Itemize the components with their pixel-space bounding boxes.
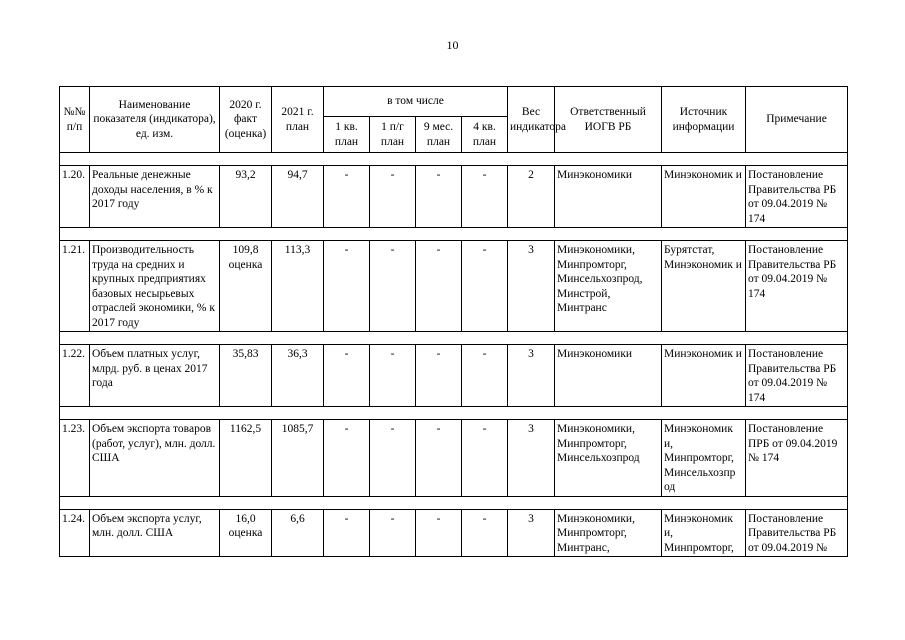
cell-q1: - xyxy=(324,420,370,497)
cell-fact-2020: 16,0 оценка xyxy=(220,509,272,557)
cell-plan-2021: 113,3 xyxy=(272,241,324,332)
cell-plan-2021: 36,3 xyxy=(272,345,324,407)
cell-weight: 3 xyxy=(508,420,555,497)
cell-q4: - xyxy=(462,345,508,407)
cell-h1: - xyxy=(370,166,416,228)
header-q4: 4 кв. план xyxy=(462,117,508,153)
cell-weight: 3 xyxy=(508,509,555,557)
header-num: №№ п/п xyxy=(60,87,90,153)
cell-note: Постановление ПРБ от 09.04.2019 № 174 xyxy=(746,420,848,497)
cell-num: 1.22. xyxy=(60,345,90,407)
header-fact-2020: 2020 г. факт (оценка) xyxy=(220,87,272,153)
cell-num: 1.20. xyxy=(60,166,90,228)
cell-note: Постановление Правительства РБ от 09.04.2019 № xyxy=(746,509,848,557)
page-number: 10 xyxy=(446,38,459,52)
cell-name: Объем экспорта товаров (работ, услуг), млн. долл. США xyxy=(90,420,220,497)
cell-name: Объем платных услуг, млрд. руб. в ценах 2017 года xyxy=(90,345,220,407)
header-h1: 1 п/г план xyxy=(370,117,416,153)
cell-plan-2021: 94,7 xyxy=(272,166,324,228)
cell-fact-2020: 1162,5 xyxy=(220,420,272,497)
cell-fact-2020: 93,2 xyxy=(220,166,272,228)
cell-name: Производительность труда на средних и крупных предприятиях базовых несырьевых отраслей экономики, % к 2017 году xyxy=(90,241,220,332)
cell-weight: 2 xyxy=(508,166,555,228)
cell-weight: 3 xyxy=(508,345,555,407)
cell-plan-2021: 6,6 xyxy=(272,509,324,557)
cell-q1: - xyxy=(324,345,370,407)
cell-9m: - xyxy=(416,241,462,332)
table-row xyxy=(60,420,848,497)
cell-h1: - xyxy=(370,420,416,497)
cell-h1: - xyxy=(370,345,416,407)
cell-q4: - xyxy=(462,241,508,332)
cell-source: Бурятстат, Минэкономик и xyxy=(662,241,746,332)
cell-source: Минэкономик и, Минпромторг, Минсельхозпр од xyxy=(662,420,746,497)
cell-9m: - xyxy=(416,345,462,407)
table-row xyxy=(60,241,848,332)
cell-name: Объем экспорта услуг, млн. долл. США xyxy=(90,509,220,557)
table-row xyxy=(60,166,848,228)
cell-num: 1.23. xyxy=(60,420,90,497)
cell-q1: - xyxy=(324,166,370,228)
header-name: Наименование показателя (индикатора), ед. изм. xyxy=(90,87,220,153)
cell-h1: - xyxy=(370,509,416,557)
cell-9m: - xyxy=(416,509,462,557)
table-row xyxy=(60,345,848,407)
cell-name: Реальные денежные доходы населения, в % к 2017 году xyxy=(90,166,220,228)
cell-note: Постановление Правительства РБ от 09.04.2019 № 174 xyxy=(746,241,848,332)
cell-plan-2021: 1085,7 xyxy=(272,420,324,497)
header-weight: Вес индикатора xyxy=(508,87,555,153)
cell-h1: - xyxy=(370,241,416,332)
cell-q4: - xyxy=(462,166,508,228)
cell-weight: 3 xyxy=(508,241,555,332)
header-source: Источник информации xyxy=(662,87,746,153)
cell-9m: - xyxy=(416,166,462,228)
cell-responsible: Минэкономики xyxy=(555,166,662,228)
cell-q1: - xyxy=(324,509,370,557)
cell-source: Минэкономик и xyxy=(662,166,746,228)
cell-q1: - xyxy=(324,241,370,332)
cell-source: Минэкономик и, Минпромторг, xyxy=(662,509,746,557)
header-9m: 9 мес. план xyxy=(416,117,462,153)
cell-q4: - xyxy=(462,509,508,557)
cell-fact-2020: 109,8 оценка xyxy=(220,241,272,332)
cell-note: Постановление Правительства РБ от 09.04.2019 № 174 xyxy=(746,166,848,228)
cell-9m: - xyxy=(416,420,462,497)
cell-responsible: Минэкономики, Минпромторг, Минсельхозпрод xyxy=(555,420,662,497)
header-plan-2021: 2021 г. план xyxy=(272,87,324,153)
header-q1: 1 кв. план xyxy=(324,117,370,153)
cell-num: 1.24. xyxy=(60,509,90,557)
cell-fact-2020: 35,83 xyxy=(220,345,272,407)
cell-responsible: Минэкономики, Минпромторг, Минтранс, xyxy=(555,509,662,557)
header-note: Примечание xyxy=(746,87,848,153)
cell-responsible: Минэкономики, Минпромторг, Минсельхозпрод, Минстрой, Минтранс xyxy=(555,241,662,332)
cell-source: Минэкономик и xyxy=(662,345,746,407)
cell-note: Постановление Правительства РБ от 09.04.2019 № 174 xyxy=(746,345,848,407)
header-including: в том числе xyxy=(324,87,508,117)
table-row xyxy=(60,509,848,557)
cell-q4: - xyxy=(462,420,508,497)
header-responsible: Ответственный ИОГВ РБ xyxy=(555,87,662,153)
cell-num: 1.21. xyxy=(60,241,90,332)
indicators-table xyxy=(59,86,848,557)
cell-responsible: Минэкономики xyxy=(555,345,662,407)
